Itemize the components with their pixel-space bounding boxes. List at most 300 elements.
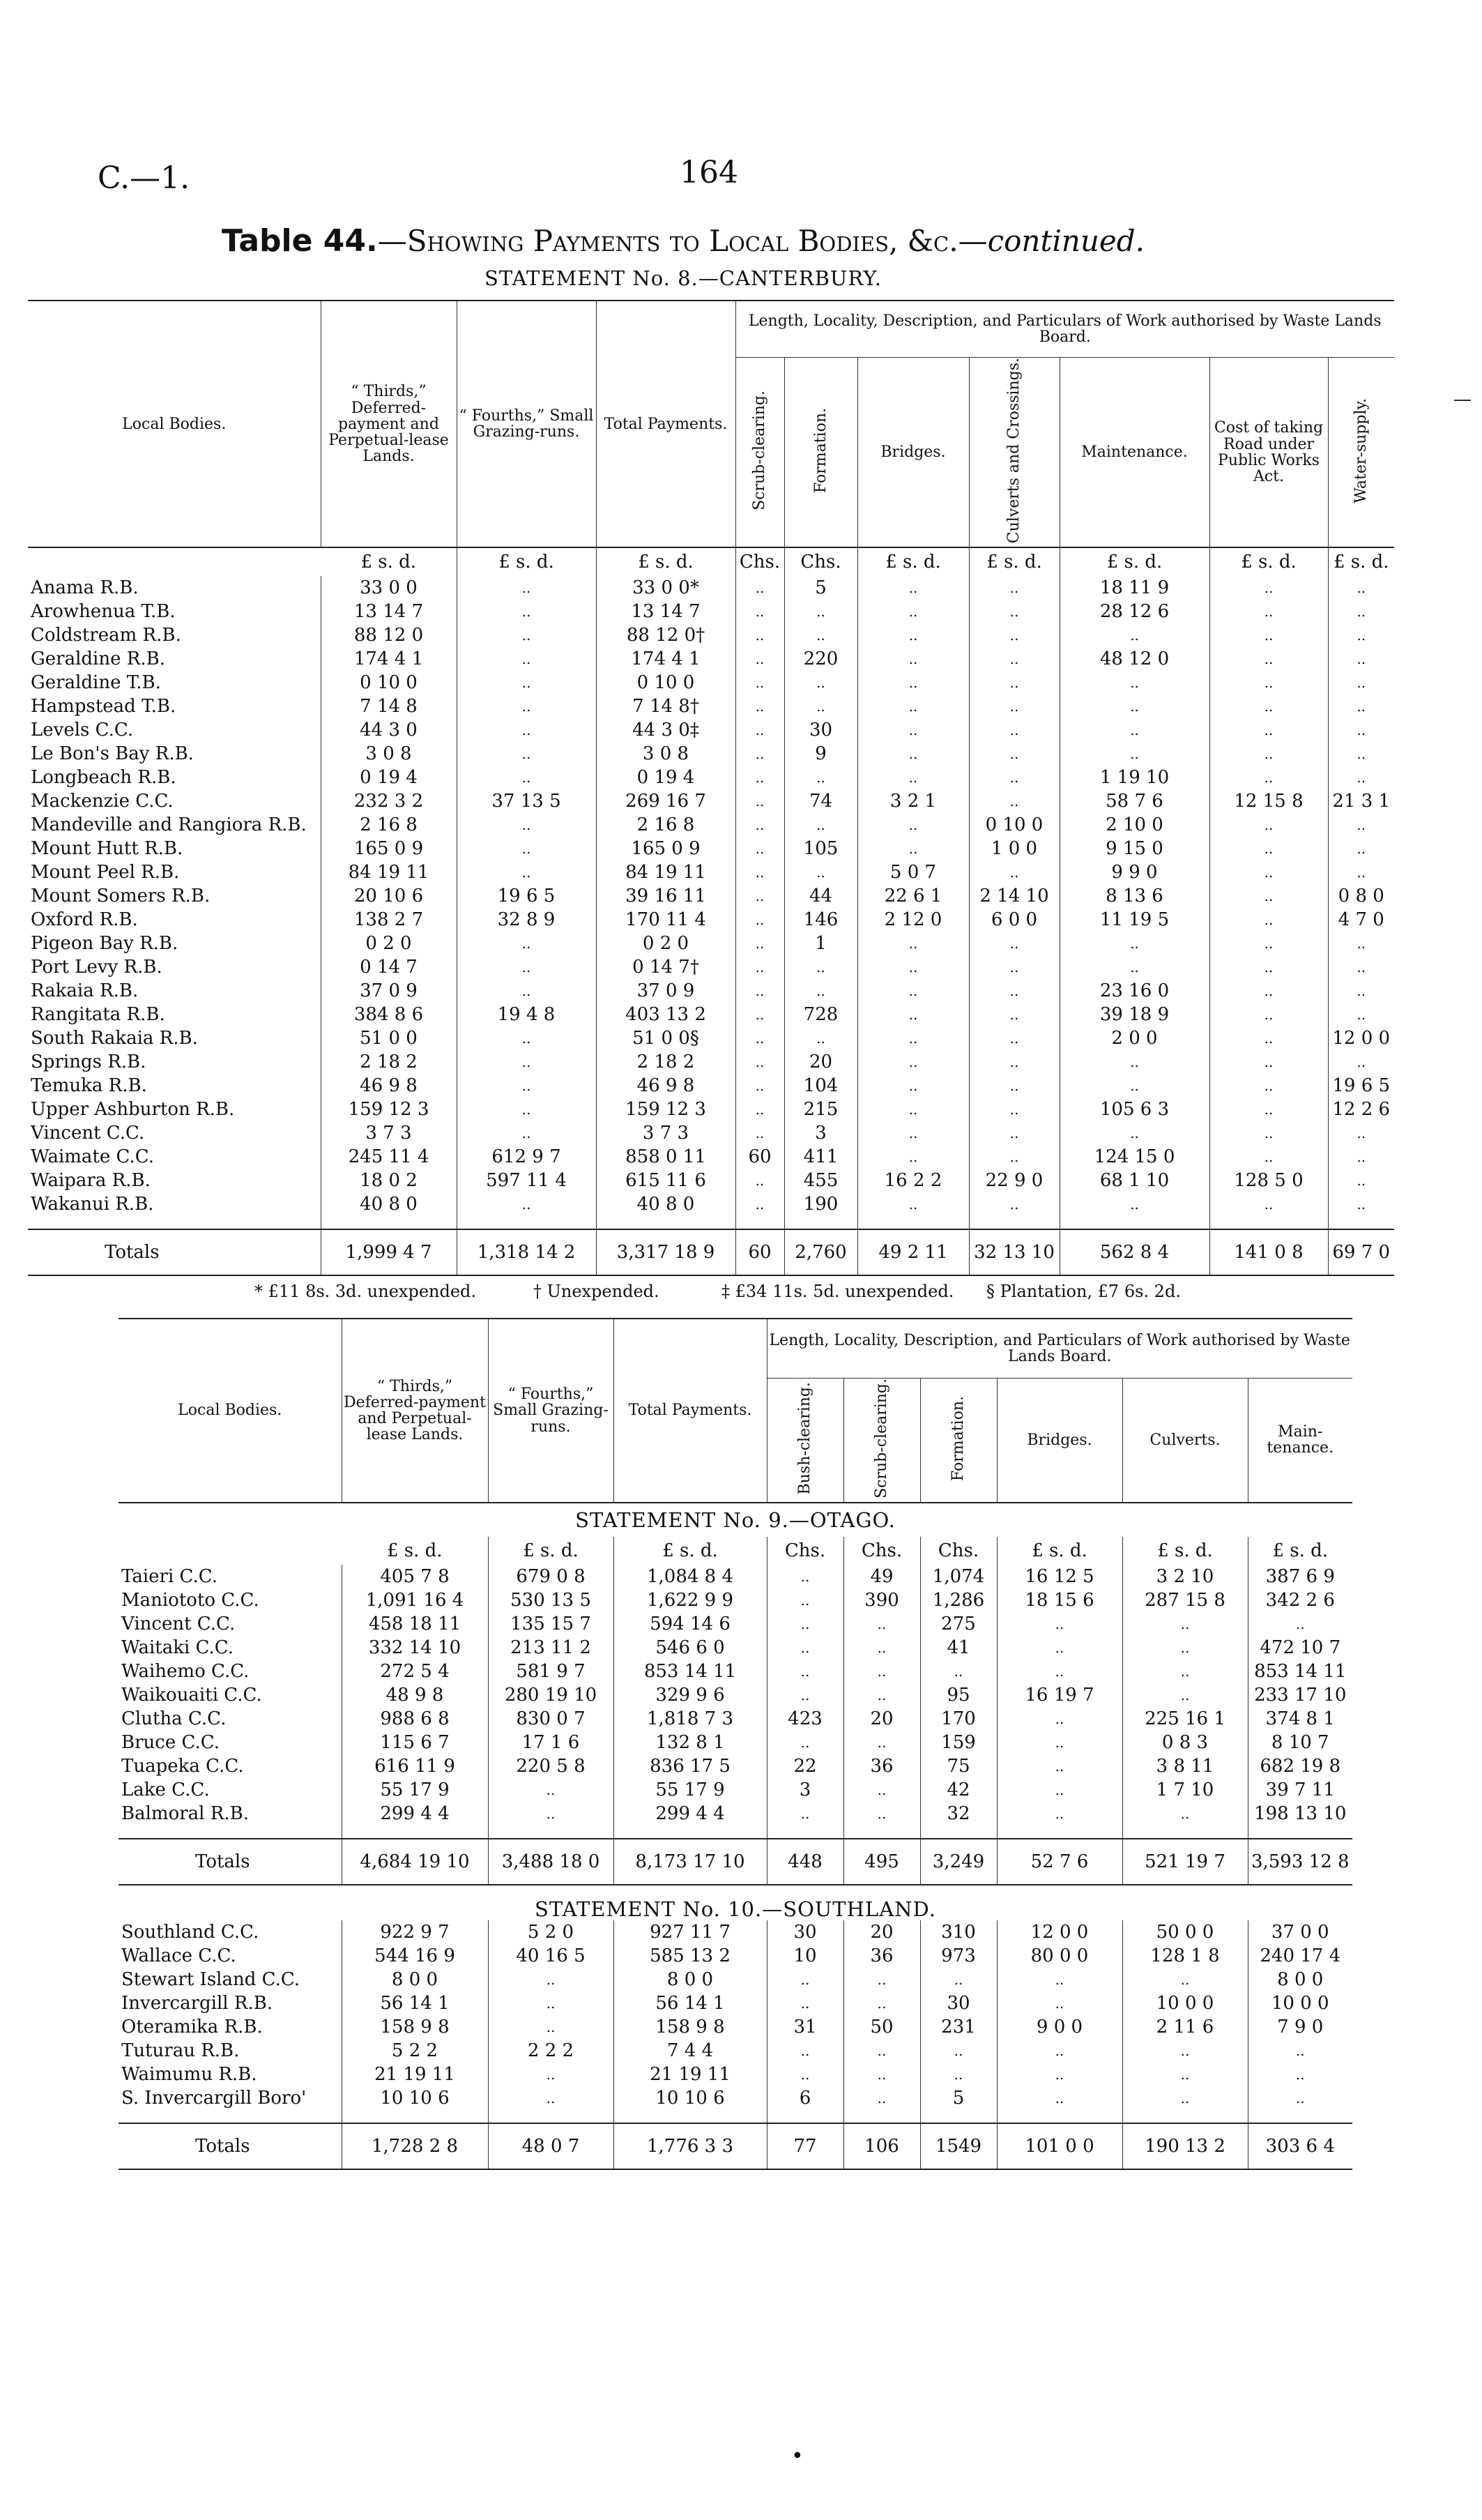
table-cell: 390 [843, 1588, 920, 1612]
table-cell: 30 [920, 1991, 997, 2015]
table-cell: 21 19 11 [613, 2063, 767, 2086]
table-row [119, 1612, 1352, 1636]
local-body-name: Mackenzie C.C. [28, 789, 321, 813]
table-cell: .. [1357, 1148, 1366, 1166]
table-cell: 682 19 8 [1260, 1755, 1341, 1777]
table-cell: 1 7 10 [1122, 1778, 1248, 1802]
table-cell: .. [1209, 647, 1328, 671]
table-cell: .. [1060, 1192, 1209, 1216]
table-cell: 9 15 0 [1060, 837, 1209, 860]
table-cell: .. [969, 860, 1060, 884]
table-cell: .. [1209, 813, 1328, 837]
spacer-cell [784, 1216, 857, 1229]
table-cell: 2 0 0 [1060, 1026, 1209, 1050]
table-cell: 830 0 7 [488, 1707, 613, 1731]
spacer-cell [488, 1826, 613, 1839]
table-cell: .. [857, 623, 969, 647]
table-cell: 853 14 11 [1254, 1660, 1347, 1682]
table-row [119, 1731, 1352, 1754]
table-cell: .. [1357, 935, 1366, 952]
table-cell: 1,286 [920, 1588, 997, 1612]
scan-mark: • [791, 2444, 804, 2468]
table-cell: 165 0 9 [321, 837, 457, 860]
table-cell: 9 9 0 [1060, 860, 1209, 884]
table-row [28, 1074, 1394, 1098]
table-cell: 30 [784, 718, 857, 742]
spacer-cell [457, 1216, 596, 1229]
table-cell: .. [488, 1968, 613, 1991]
table-cell: .. [1357, 745, 1366, 763]
table-cell: .. [843, 1968, 920, 1991]
table-cell: .. [457, 813, 596, 837]
table-cell: .. [1122, 1968, 1248, 1991]
table-cell: 1,084 8 4 [613, 1565, 767, 1588]
table-cell: 5 2 0 [488, 1920, 613, 1944]
spacer-cell [119, 1826, 342, 1839]
table-caption: —Showing Payments to Local Bodies, &c.— [377, 224, 988, 258]
table-cell: 32 8 9 [457, 908, 596, 932]
total-cell: 101 0 0 [997, 2123, 1122, 2169]
table-row [119, 1991, 1352, 2015]
table-cell: 21 19 11 [342, 2063, 488, 2086]
table-cell: 5 [784, 576, 857, 600]
table-cell: 158 9 8 [613, 2015, 767, 2039]
totals-label: Totals [119, 2123, 342, 2169]
table-cell: 12 0 0 [1332, 1028, 1391, 1049]
local-body-name: Invercargill R.B. [119, 1991, 342, 2015]
footnote-double-dagger: ‡ £34 11s. 5d. unexpended. [721, 1282, 954, 1301]
table-cell: 988 6 8 [342, 1707, 488, 1731]
table-cell: .. [1060, 718, 1209, 742]
table-cell: .. [857, 576, 969, 600]
table-cell: .. [1122, 1612, 1248, 1636]
table-cell: .. [1122, 1636, 1248, 1660]
local-body-name: Anama R.B. [28, 576, 321, 600]
table-cell: 84 19 11 [321, 860, 457, 884]
table-cell: .. [767, 1802, 843, 1826]
table-cell: .. [1357, 651, 1366, 668]
table-cell: .. [784, 766, 857, 789]
table-cell: 146 [784, 908, 857, 932]
header-formation-2: Formation. [949, 1395, 968, 1481]
table-cell: .. [457, 1098, 596, 1121]
footnote-unexpended: * £11 8s. 3d. unexpended. [254, 1282, 477, 1301]
table-row [28, 718, 1394, 742]
table-cell: 55 17 9 [613, 1778, 767, 1802]
table-cell: 597 11 4 [457, 1169, 596, 1192]
table-cell: .. [457, 1121, 596, 1145]
spacer-cell [735, 1216, 784, 1229]
local-body-name: Le Bon's Bay R.B. [28, 742, 321, 766]
table-cell: .. [920, 1660, 997, 1683]
local-body-name: Southland C.C. [119, 1920, 342, 1944]
table-cell: 405 7 8 [342, 1565, 488, 1588]
table-cell: 0 8 3 [1122, 1731, 1248, 1754]
table-cell: .. [735, 766, 784, 789]
table-cell: 0 14 7† [596, 955, 735, 979]
table-cell: .. [920, 2063, 997, 2086]
table-cell: 245 11 4 [321, 1145, 457, 1169]
local-body-name: Geraldine T.B. [28, 671, 321, 694]
table-cell: 190 [784, 1192, 857, 1216]
page-number: 164 [680, 155, 738, 190]
table-cell: .. [1122, 2086, 1248, 2110]
total-cell: 3,488 18 0 [488, 1839, 613, 1885]
table-cell: .. [735, 1098, 784, 1121]
table-row [119, 2015, 1352, 2039]
table-cell: 5 [920, 2086, 997, 2110]
local-body-name: Lake C.C. [119, 1778, 342, 1802]
table-row [28, 671, 1394, 694]
table-cell: .. [997, 1968, 1122, 1991]
table-cell: 2 18 2 [321, 1050, 457, 1074]
table-cell: .. [997, 1754, 1122, 1778]
unit-label: Chs. [735, 547, 784, 576]
table-cell: 332 14 10 [342, 1636, 488, 1660]
table-cell: .. [1209, 884, 1328, 908]
table-cell: .. [997, 1612, 1122, 1636]
table-cell: 40 16 5 [488, 1944, 613, 1968]
table-cell: .. [857, 1192, 969, 1216]
table-cell: .. [843, 1778, 920, 1802]
table-cell: 88 12 0† [596, 623, 735, 647]
total-cell: 495 [843, 1839, 920, 1885]
unit-label: Chs. [920, 1537, 997, 1565]
table-cell: .. [1060, 1121, 1209, 1145]
table-cell: .. [488, 2063, 613, 2086]
total-cell: 3,593 12 8 [1251, 1851, 1350, 1872]
table-cell: .. [1209, 694, 1328, 718]
table-cell: .. [1357, 1125, 1366, 1142]
table-cell: 0 10 0 [321, 671, 457, 694]
table-cell: .. [457, 1050, 596, 1074]
table-cell: .. [969, 979, 1060, 1003]
table-row [119, 2039, 1352, 2063]
table-cell: 128 1 8 [1122, 1944, 1248, 1968]
table-row [119, 1968, 1352, 1991]
table-cell: 56 14 1 [613, 1991, 767, 2015]
table-cell: 3 0 8 [321, 742, 457, 766]
local-body-name: Vincent C.C. [119, 1612, 342, 1636]
table-cell: 4 7 0 [1338, 909, 1384, 931]
table-cell: .. [857, 718, 969, 742]
table-cell: 6 0 0 [969, 908, 1060, 932]
table-row [28, 576, 1394, 600]
table-cell: 36 [843, 1944, 920, 1968]
table-cell: .. [767, 1683, 843, 1707]
table-cell: .. [1209, 955, 1328, 979]
table-cell: .. [735, 837, 784, 860]
table-cell: .. [1209, 576, 1328, 600]
table-cell: .. [735, 932, 784, 955]
table-cell: 23 16 0 [1060, 979, 1209, 1003]
table-cell: .. [857, 694, 969, 718]
table-cell: 39 7 11 [1265, 1779, 1335, 1800]
table-cell: .. [735, 884, 784, 908]
table-cell: 2 16 8 [596, 813, 735, 837]
table-cell: 51 0 0 [321, 1026, 457, 1050]
spacer-row [119, 1826, 1352, 1839]
unit-label: £ s. d. [613, 1537, 767, 1565]
table-cell: .. [735, 647, 784, 671]
table-cell: 0 8 0 [1338, 886, 1384, 907]
table-cell: 0 19 4 [596, 766, 735, 789]
table-cell: .. [488, 1778, 613, 1802]
table-cell: 472 10 7 [1260, 1637, 1341, 1658]
header-thirds-2: “ Thirds,” Deferred-payment and Perpetual-lease Lands. [342, 1319, 488, 1503]
spacer-cell [613, 2110, 767, 2123]
table-cell: .. [969, 1003, 1060, 1026]
table-cell: 612 9 7 [457, 1145, 596, 1169]
table-cell: .. [997, 1802, 1122, 1826]
table-cell: .. [767, 1588, 843, 1612]
total-cell: 303 6 4 [1265, 2135, 1335, 2157]
total-cell: 2,760 [784, 1229, 857, 1275]
spacer-cell [1122, 1826, 1248, 1839]
table-cell: 342 2 6 [1265, 1589, 1335, 1611]
table-cell: 594 14 6 [613, 1612, 767, 1636]
table-cell: .. [457, 1074, 596, 1098]
table-cell: 3 8 11 [1122, 1754, 1248, 1778]
table-cell: 9 0 0 [997, 2015, 1122, 2039]
table-row [28, 1121, 1394, 1145]
table-cell: .. [457, 955, 596, 979]
table-cell: .. [457, 766, 596, 789]
footnote-dagger: † Unexpended. [533, 1282, 659, 1301]
local-body-name: Waipara R.B. [28, 1169, 321, 1192]
units-blank [28, 547, 321, 576]
table-cell: 159 12 3 [596, 1098, 735, 1121]
table-cell: .. [457, 1192, 596, 1216]
table-row [28, 742, 1394, 766]
local-body-name: Pigeon Bay R.B. [28, 932, 321, 955]
table-cell: 8 13 6 [1060, 884, 1209, 908]
local-body-name: Vincent C.C. [28, 1121, 321, 1145]
table-cell: 0 10 0 [596, 671, 735, 694]
table-cell: .. [843, 1683, 920, 1707]
table-cell: .. [1209, 1026, 1328, 1050]
table-cell: .. [488, 1991, 613, 2015]
table-cell: 19 6 5 [457, 884, 596, 908]
table-cell: .. [969, 1121, 1060, 1145]
table-cell: 0 2 0 [596, 932, 735, 955]
local-body-name: Rangitata R.B. [28, 1003, 321, 1026]
table-cell: .. [784, 979, 857, 1003]
table-row [28, 1050, 1394, 1074]
spacer-cell [767, 2110, 843, 2123]
table-cell: 0 14 7 [321, 955, 457, 979]
statement-8-title: STATEMENT No. 8.—CANTERBURY. [484, 266, 882, 290]
header-bush: Bush-clearing. [796, 1382, 814, 1495]
spacer-cell [342, 1826, 488, 1839]
unit-label: £ s. d. [1272, 1540, 1329, 1561]
unit-label: £ s. d. [1122, 1537, 1248, 1565]
table-number: Table 44. [222, 223, 378, 259]
table-row [28, 694, 1394, 718]
table-cell: 616 11 9 [342, 1754, 488, 1778]
table-row [28, 600, 1394, 623]
table-cell: 299 4 4 [613, 1802, 767, 1826]
total-cell: 1,318 14 2 [457, 1229, 596, 1275]
total-cell: 49 2 11 [857, 1229, 969, 1275]
total-cell: 521 19 7 [1122, 1839, 1248, 1885]
header-maintenance: Maintenance. [1060, 358, 1209, 548]
table-row [28, 813, 1394, 837]
table-cell: 1,074 [920, 1565, 997, 1588]
table-cell: 3 7 3 [321, 1121, 457, 1145]
table-cell: 20 [843, 1707, 920, 1731]
table-cell: 36 [843, 1754, 920, 1778]
table-cell: .. [1209, 979, 1328, 1003]
table-cell: .. [1060, 623, 1209, 647]
table-cell: 132 8 1 [613, 1731, 767, 1754]
table-cell: .. [843, 2039, 920, 2063]
table-cell: .. [1209, 932, 1328, 955]
table-cell: .. [784, 955, 857, 979]
table-cell: .. [969, 1145, 1060, 1169]
table-cell: 411 [784, 1145, 857, 1169]
table-cell: 40 8 0 [321, 1192, 457, 1216]
table-cell: .. [843, 1636, 920, 1660]
table-cell: .. [767, 1660, 843, 1683]
unit-label: £ s. d. [596, 547, 735, 576]
table-cell: .. [1357, 674, 1366, 692]
total-cell: 448 [767, 1839, 843, 1885]
table-cell: .. [997, 1991, 1122, 2015]
table-cell: 42 [920, 1778, 997, 1802]
header-length: Length, Locality, Description, and Particulars of Work authorised by Waste Lands Board. [735, 301, 1394, 358]
total-cell: 69 7 0 [1332, 1242, 1391, 1263]
spacer-cell [119, 2110, 342, 2123]
header-fourths-2: “ Fourths,” Small Grazing-runs. [488, 1319, 613, 1503]
table-cell: 16 19 7 [997, 1683, 1122, 1707]
table-cell: .. [767, 1636, 843, 1660]
table-cell: 10 10 6 [613, 2086, 767, 2110]
table-row [119, 2063, 1352, 2086]
table-cell: 48 12 0 [1060, 647, 1209, 671]
table-row [28, 647, 1394, 671]
table-cell: 275 [920, 1612, 997, 1636]
header-thirds: “ Thirds,” Deferred-payment and Perpetual-lease Lands. [321, 301, 457, 547]
table-cell: 225 16 1 [1122, 1707, 1248, 1731]
table-cell: .. [735, 1003, 784, 1026]
statement-10-title: STATEMENT No. 10.—SOUTHLAND. [535, 1897, 936, 1921]
table-row [28, 860, 1394, 884]
table-row [119, 1754, 1352, 1778]
table-continued: continued. [987, 224, 1145, 258]
local-body-name: Oxford R.B. [28, 908, 321, 932]
table-cell: .. [843, 2063, 920, 2086]
table-cell: 1,622 9 9 [613, 1588, 767, 1612]
header-total-2: Total Payments. [613, 1319, 767, 1503]
spacer-cell [1248, 2110, 1352, 2123]
table-cell: .. [997, 1707, 1122, 1731]
local-body-name: Waitaki C.C. [119, 1636, 342, 1660]
table-cell: .. [488, 1802, 613, 1826]
table-cell: 455 [784, 1169, 857, 1192]
table-cell: .. [735, 1169, 784, 1192]
table-cell: 74 [784, 789, 857, 813]
table-row [28, 1169, 1394, 1192]
table-cell: .. [735, 955, 784, 979]
table-cell: .. [1357, 769, 1366, 787]
total-cell: 52 7 6 [997, 1839, 1122, 1885]
table-cell: .. [784, 860, 857, 884]
table-cell: .. [735, 600, 784, 623]
table-cell: 68 1 10 [1060, 1169, 1209, 1192]
table-cell: 58 7 6 [1060, 789, 1209, 813]
table-cell: .. [857, 837, 969, 860]
table-cell: 19 4 8 [457, 1003, 596, 1026]
local-body-name: Tuapeka C.C. [119, 1754, 342, 1778]
total-cell: 4,684 19 10 [342, 1839, 488, 1885]
table-cell: .. [857, 979, 969, 1003]
table-cell: .. [997, 1778, 1122, 1802]
table-cell: 9 [784, 742, 857, 766]
table-cell: .. [969, 955, 1060, 979]
table-cell: .. [857, 671, 969, 694]
table-row [28, 1145, 1394, 1169]
table-row [28, 766, 1394, 789]
table-cell: .. [1209, 1003, 1328, 1026]
table-cell: 32 [920, 1802, 997, 1826]
table-cell: .. [735, 671, 784, 694]
table-cell: .. [1295, 2089, 1305, 2107]
table-cell: .. [843, 1612, 920, 1636]
table-cell: 46 9 8 [321, 1074, 457, 1098]
table-cell: 0 10 0 [969, 813, 1060, 837]
table-cell: 37 13 5 [457, 789, 596, 813]
table-cell: .. [1209, 837, 1328, 860]
table-row [119, 1683, 1352, 1707]
table-cell: 105 [784, 837, 857, 860]
table-cell: 0 19 4 [321, 766, 457, 789]
table-cell: 546 6 0 [613, 1636, 767, 1660]
table-cell: .. [784, 671, 857, 694]
total-cell: 1,728 2 8 [342, 2123, 488, 2169]
table-cell: 30 [767, 1920, 843, 1944]
table-cell: .. [735, 1050, 784, 1074]
table-cell: 615 11 6 [596, 1169, 735, 1192]
table-cell: 2 14 10 [969, 884, 1060, 908]
table-row [28, 932, 1394, 955]
table-cell: .. [843, 1991, 920, 2015]
table-cell: .. [1209, 1050, 1328, 1074]
table-cell: 135 15 7 [488, 1612, 613, 1636]
table-cell: 458 18 11 [342, 1612, 488, 1636]
unit-label: £ s. d. [321, 547, 457, 576]
table-cell: .. [843, 2086, 920, 2110]
table-cell: .. [1209, 1145, 1328, 1169]
table-cell: .. [784, 694, 857, 718]
table-cell: 159 [920, 1731, 997, 1754]
table-row [28, 884, 1394, 908]
table-cell: .. [735, 1192, 784, 1216]
table-row [119, 1778, 1352, 1802]
table-cell: .. [457, 623, 596, 647]
local-body-name: Wallace C.C. [119, 1944, 342, 1968]
table-cell: .. [457, 576, 596, 600]
table-cell: 88 12 0 [321, 623, 457, 647]
table-cell: .. [997, 2086, 1122, 2110]
spacer-cell [767, 1826, 843, 1839]
table-cell: .. [735, 1074, 784, 1098]
table-cell: 387 6 9 [1265, 1565, 1335, 1587]
table-cell: .. [784, 1026, 857, 1050]
table-cell: 269 16 7 [596, 789, 735, 813]
table-cell: 1 [784, 932, 857, 955]
table-cell: 220 5 8 [488, 1754, 613, 1778]
